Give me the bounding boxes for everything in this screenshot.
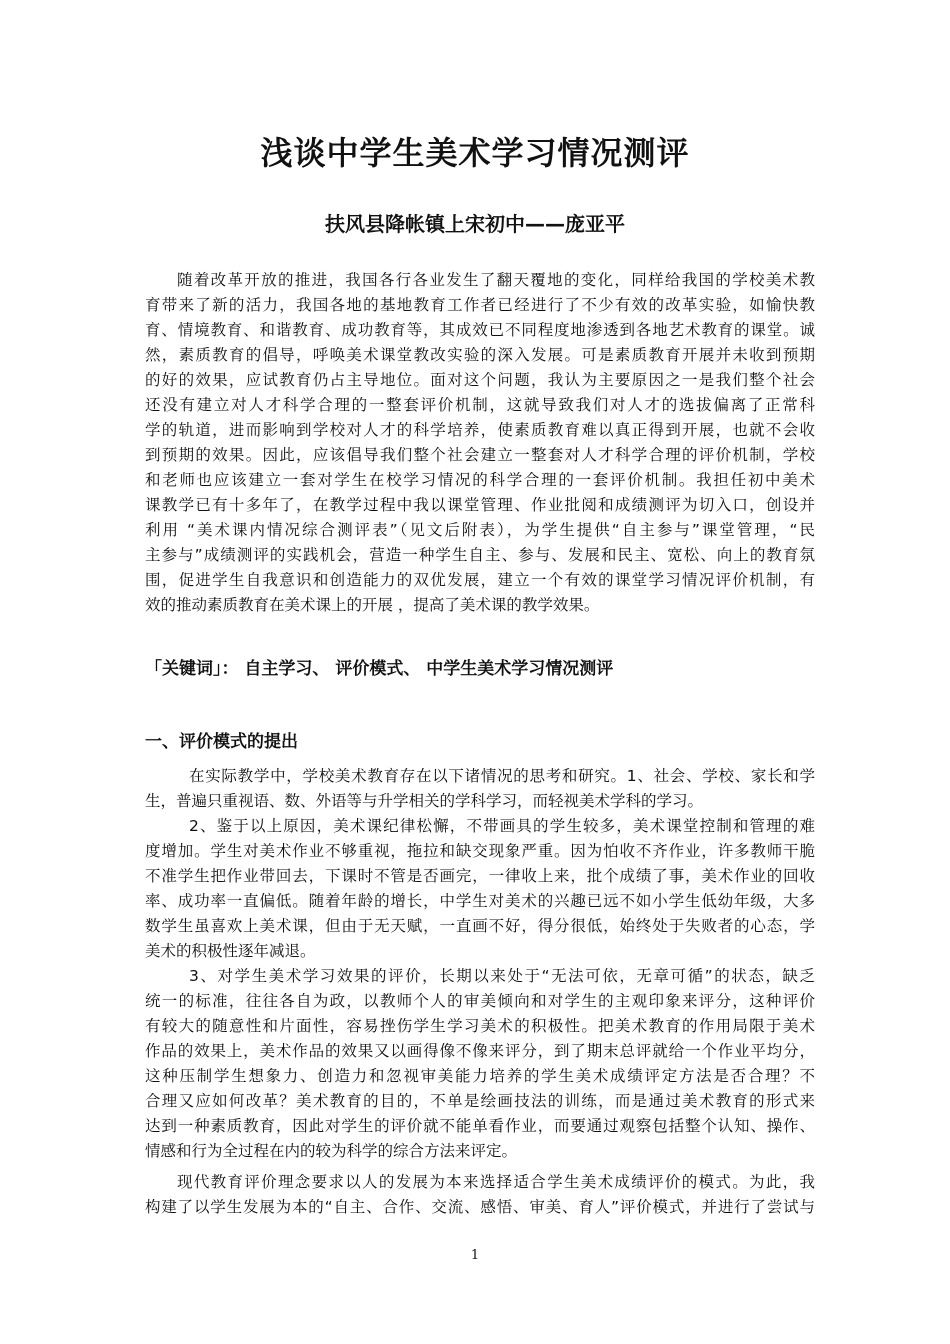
text-line: 利用 “美术课内情况综合测评表”（见文后附表），为学生提供“自主参与”课堂管理，“民 [145, 521, 815, 539]
text-line: 不准学生把作业带回去，下课时不管是否画完，一律收上来，批个成绩了事，美术作业的回收 [145, 867, 815, 885]
paragraph-4 [145, 1170, 815, 1220]
text-line: 然，素质教育的倡导，呼唤美术课堂教改实验的深入发展。可是素质教育开展并未收到预期 [145, 346, 815, 364]
text-line: 效的推动素质教育在美术课上的开展 ，提高了美术课的教学效果。 [145, 596, 600, 614]
text-line: 情感和行为全过程在内的较为科学的综合方法来评定。 [145, 1142, 518, 1160]
text-line: 围，促进学生自我意识和创造能力的双优发展，建立一个有效的课堂学习情况评价机制，有 [145, 571, 815, 589]
text-line: 和老师也应该建立一套对学生在校学习情况的科学合理的一套评价机制。我担任初中美术 [145, 471, 815, 489]
text-line: 随着改革开放的推进，我国各行各业发生了翻天覆地的变化，同样给我国的学校美术教 [177, 271, 815, 289]
text-line: 主参与”成绩测评的实践机会，营造一种学生自主、参与、发展和民主、宽松、向上的教育氛 [145, 546, 815, 564]
section-heading: 一、评价模式的提出 [145, 732, 298, 752]
intro-paragraph [145, 268, 815, 618]
text-line: 达到一种素质教育，因此对学生的评价就不能单看作业，而要通过观察包括整个认知、操作、 [145, 1117, 815, 1135]
text-line: 到预期的效果。因此，应该倡导我们整个社会建立一整套对人才科学合理的评价机制，学校 [145, 446, 815, 464]
text-line: 美术的积极性逐年减退。 [145, 942, 316, 960]
text-line: 合理又应如何改革？美术教育的目的，不单是绘画技法的训练，而是通过美术教育的形式来 [145, 1092, 815, 1110]
paragraph-1 [145, 764, 815, 814]
text-line: 在实际教学中，学校美术教育存在以下诸情况的思考和研究。1、社会、学校、家长和学 [189, 767, 815, 785]
document-title: 浅谈中学生美术学习情况测评 [260, 134, 690, 172]
text-line: 率、成功率一直偏低。随着年龄的增长，中学生对美术的兴趣已远不如小学生低幼年级，大多 [145, 892, 815, 910]
text-line: 统一的标准，往往各自为政，以教师个人的审美倾向和对学生的主观印象来评分，这种评价 [145, 992, 815, 1010]
text-line: 数学生虽喜欢上美术课，但由于无天赋，一直画不好，得分很低，始终处于失败者的心态，学 [145, 917, 815, 935]
text-line: 这种压制学生想象力、创造力和忽视审美能力培养的学生美术成绩评定方法是否合理？不 [145, 1067, 815, 1085]
text-line: 2、鉴于以上原因，美术课纪律松懈，不带画具的学生较多，美术课堂控制和管理的难 [189, 817, 815, 835]
text-line: 有较大的随意性和片面性，容易挫伤学生学习美术的积极性。把美术教育的作用局限于美术 [145, 1017, 815, 1035]
text-line: 育带来了新的活力，我国各地的基地教育工作者已经进行了不少有效的改革实验，如愉快教 [145, 296, 815, 314]
text-line: 课教学已有十多年了，在教学过程中我以课堂管理、作业批阅和成绩测评为切入口，创设并 [145, 496, 815, 514]
keywords: 「关键词」： 自主学习、 评价模式、 中学生美术学习情况测评 [145, 659, 614, 679]
text-line: 育、情境教育、和谐教育、成功教育等，其成效已不同程度地渗透到各地艺术教育的课堂。诚 [145, 321, 815, 339]
document-author: 扶风县降帐镇上宋初中——庞亚平 [325, 212, 625, 236]
page-number: 1 [470, 1248, 480, 1263]
text-line: 现代教育评价理念要求以人的发展为本来选择适合学生美术成绩评价的模式。为此，我 [177, 1173, 815, 1191]
text-line: 作品的效果上，美术作品的效果又以画得像不像来评分，到了期末总评就给一个作业平均分， [145, 1042, 815, 1060]
text-line: 的好的效果，应试教育仍占主导地位。面对这个问题，我认为主要原因之一是我们整个社会 [145, 371, 815, 389]
text-line: 构建了以学生发展为本的“自主、合作、交流、感悟、审美、育人”评价模式，并进行了尝试与 [145, 1198, 815, 1216]
paragraph-3 [145, 964, 815, 1164]
text-line: 度增加。学生对美术作业不够重视，拖拉和缺交现象严重。因为怕收不齐作业，许多教师干脆 [145, 842, 815, 860]
text-line: 还没有建立对人才科学合理的一整套评价机制，这就导致我们对人才的选拔偏离了正常科 [145, 396, 815, 414]
paragraph-2 [145, 814, 815, 964]
text-line: 生，普遍只重视语、数、外语等与升学相关的学科学习，而轻视美术学科的学习。 [145, 792, 704, 810]
text-line: 学的轨道，进而影响到学校对人才的科学培养，使素质教育难以真正得到开展，也就不会收 [145, 421, 815, 439]
text-line: 3、对学生美术学习效果的评价，长期以来处于“无法可依，无章可循”的状态，缺乏 [189, 967, 815, 985]
